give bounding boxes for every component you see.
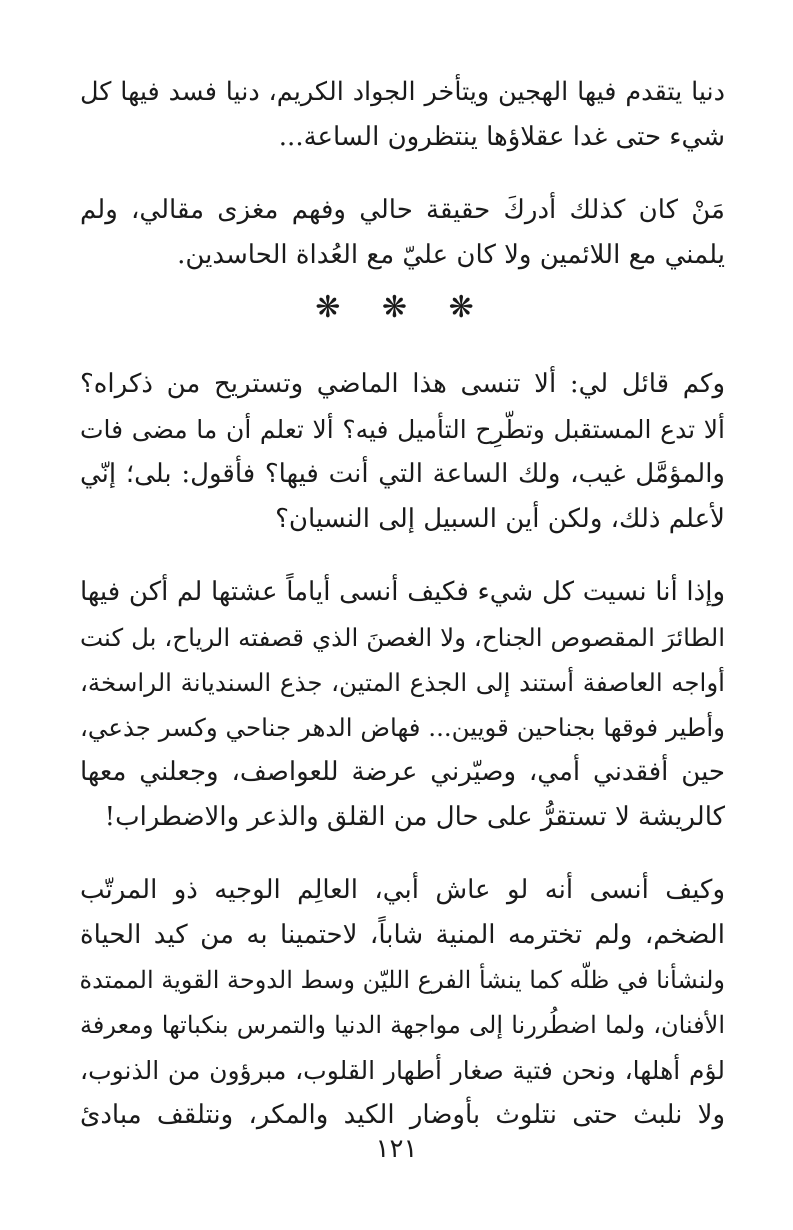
- paragraph-5: [80, 868, 725, 1138]
- text-line: ولا نلبث حتى نتلوث بأوضار الكيد والمكر، ونتلقف مبادئ: [80, 1100, 725, 1130]
- paragraph-3: [80, 362, 725, 542]
- text-line: وإذا أنا نسيت كل شيء فكيف أنسى أياماً عشتها لم أكن فيها: [80, 577, 725, 607]
- text-line: وأطير فوقها بجناحين قويين... فهاض الدهر جناحي وكسر جذعي،: [80, 713, 725, 742]
- section-separator: ❋ ❋ ❋: [315, 290, 490, 325]
- page-body: [80, 70, 725, 1138]
- paragraph-gap: [80, 160, 725, 188]
- page-number: ١٢١: [375, 1134, 418, 1164]
- text-line: وكيف أنسى أنه لو عاش أبي، العالِم الوجيه ذو المرتّب: [80, 875, 725, 905]
- paragraph-2: [80, 188, 725, 278]
- text-line: لأعلم ذلك، ولكن أين السبيل إلى النسيان؟: [275, 504, 725, 534]
- text-line: كالريشة لا تستقرُّ على حال من القلق والذعر والاضطراب!: [104, 802, 725, 832]
- text-line: أواجه العاصفة أستند إلى الجذع المتين، جذع السنديانة الراسخة،: [80, 668, 725, 697]
- text-line: الأفنان، ولما اضطُررنا إلى مواجهة الدنيا والتمرس بنكباتها ومعرفة: [80, 1011, 725, 1039]
- text-line: ولنشأنا في ظلّه كما ينشأ الفرع الليّن وسط الدوحة القوية الممتدة: [80, 966, 725, 994]
- text-line: مَنْ كان كذلك أدركَ حقيقة حالي وفهم مغزى مقالي، ولم: [80, 195, 725, 225]
- text-line: والمؤمَّل غيب، ولك الساعة التي أنت فيها؟ فأقول: بلى؛ إنّي: [80, 459, 725, 489]
- text-line: لؤم أهلها، ونحن فتية صغار أطهار القلوب، مبرؤون من الذنوب،: [80, 1056, 725, 1085]
- text-line: شيء حتى غدا عقلاؤها ينتظرون الساعة...: [278, 122, 725, 152]
- paragraph-1: [80, 70, 725, 160]
- text-line: وكم قائل لي: ألا تنسى هذا الماضي وتستريح من ذكراه؟: [80, 369, 725, 399]
- text-line: يلمني مع اللائمين ولا كان عليّ مع العُداة الحاسدين.: [177, 240, 725, 270]
- text-line: الضخم، ولم تخترمه المنية شاباً، لاحتمينا به من كيد الحياة: [80, 920, 725, 950]
- text-line: حين أفقدني أمي، وصيّرني عرضة للعواصف، وجعلني معها: [80, 757, 725, 787]
- text-line: دنيا يتقدم فيها الهجين ويتأخر الجواد الكريم، دنيا فسد فيها كل: [80, 77, 725, 107]
- paragraph-gap: [80, 542, 725, 570]
- paragraph-gap: [80, 840, 725, 868]
- text-line: الطائرَ المقصوص الجناح، ولا الغصنَ الذي قصفته الرياح، بل كنت: [80, 623, 725, 652]
- text-line: ألا تدع المستقبل وتطّرِح التأميل فيه؟ ألا تعلم أن ما مضى فات: [80, 415, 725, 444]
- paragraph-4: [80, 570, 725, 840]
